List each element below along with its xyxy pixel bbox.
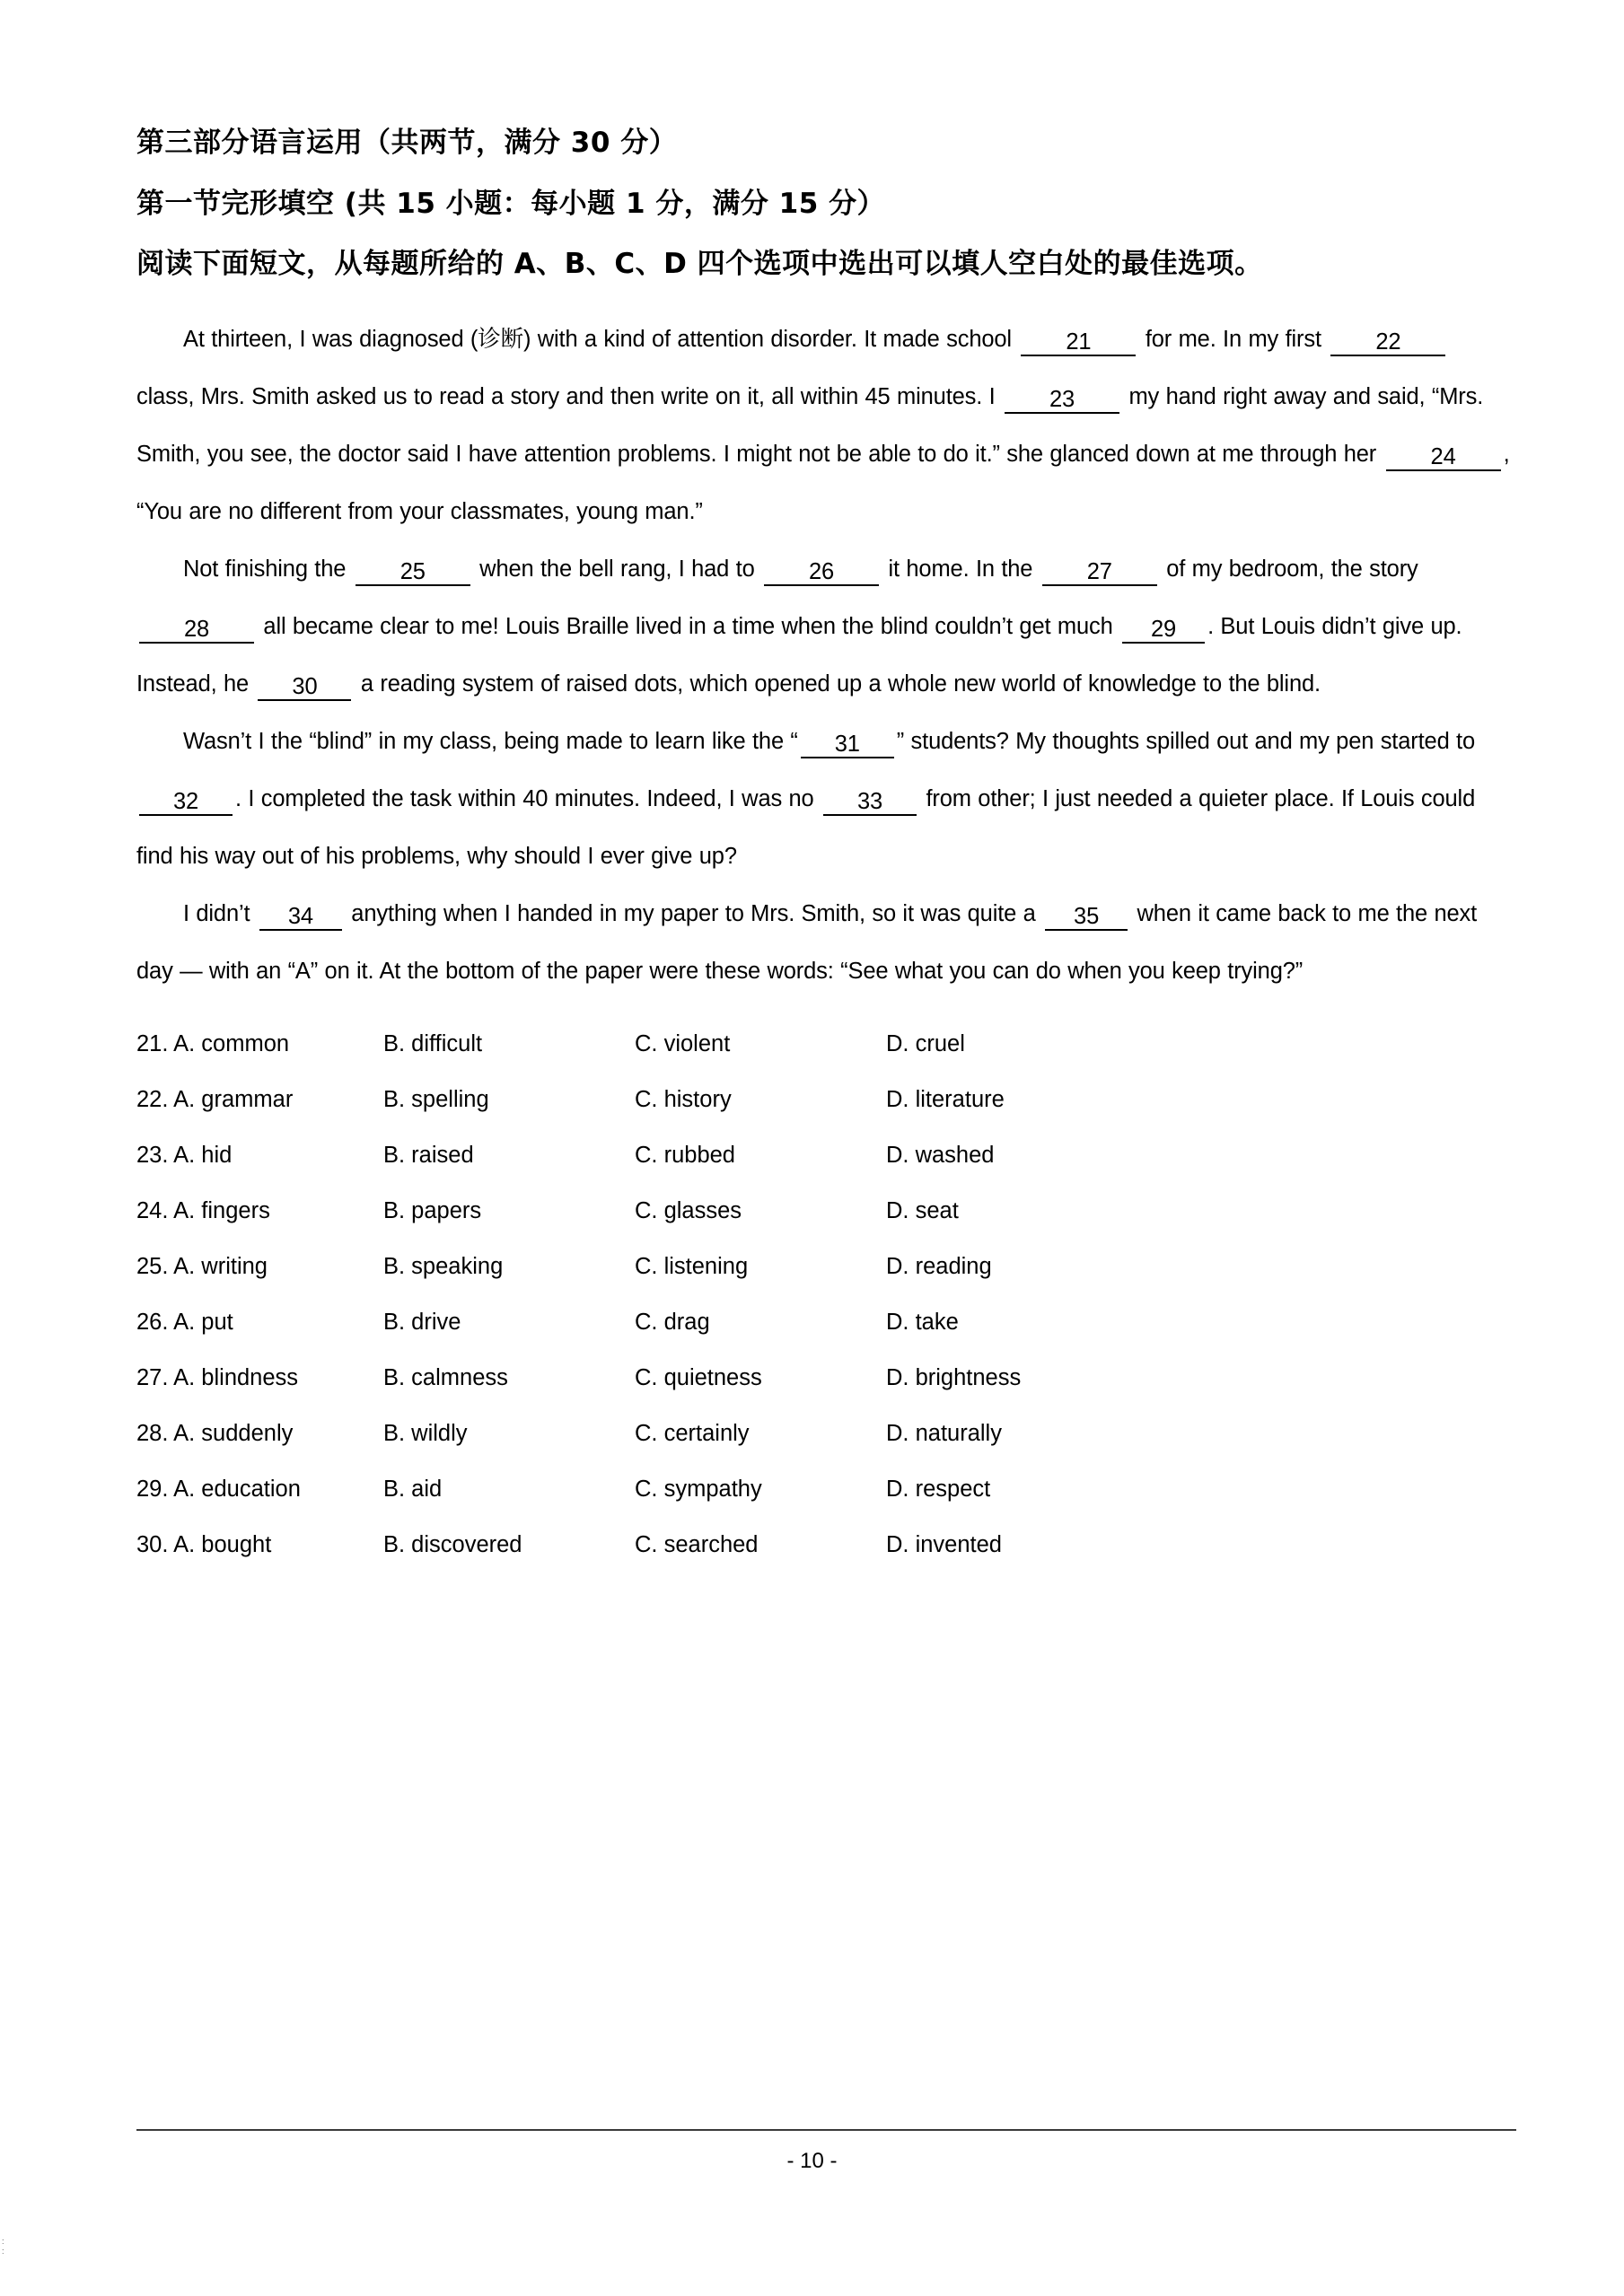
option-b[interactable]: B. speaking (383, 1253, 504, 1279)
answer-blank-35[interactable]: 35 (1045, 904, 1128, 931)
question-row (136, 1294, 1510, 1350)
passage-paragraph: At thirteen, I was diagnosed (诊断) with a kind of attention disorder. It made school 21 for me. In my first 22 class, Mrs. Smith asked us to read a story and then write on it, all within 45 minutes. I 23 my hand right away and said, “Mrs. Smith, you see, the doctor said I have attention problems. I might not be able to do it.” she glanced down at me through her 24 , “You are no different from your classmates, young man.” (136, 327, 1510, 524)
question-row (136, 1239, 1510, 1294)
question-options-list (136, 1016, 1510, 1573)
option-d[interactable]: D. seat (886, 1197, 959, 1223)
passage-paragraph: Not finishing the 25 when the bell rang, I had to 26 it home. In the 27 of my bedroom, the story 28 all became clear to me! Louis Braille lived in a time when the blind couldn’t get much 29 . But Louis didn’t give up. Instead, he 30 a reading system of raised dots, which opened up a whole new world of knowledge to the blind. (136, 556, 1462, 699)
option-c[interactable]: C. certainly (635, 1420, 750, 1446)
page-content (136, 0, 1510, 1573)
option-d[interactable]: D. invented (886, 1531, 1002, 1557)
option-d[interactable]: D. washed (886, 1142, 995, 1168)
answer-blank-31[interactable]: 31 (801, 732, 894, 758)
answer-blank-34[interactable]: 34 (259, 904, 342, 931)
edge-artifact: : : (2, 2237, 4, 2256)
option-a[interactable]: 27. A. blindness (136, 1364, 299, 1390)
option-c[interactable]: C. drag (635, 1309, 710, 1335)
option-a[interactable]: 26. A. put (136, 1309, 233, 1335)
option-b[interactable]: B. calmness (383, 1364, 508, 1390)
option-c[interactable]: C. sympathy (635, 1476, 762, 1502)
passage-paragraph: I didn’t 34 anything when I handed in my paper to Mrs. Smith, so it was quite a 35 when it came back to me the next day — with an “A” on it. At the bottom of the paper were these words: “See what you can do when you keep trying?” (136, 901, 1478, 984)
option-c[interactable]: C. rubbed (635, 1142, 735, 1168)
option-d[interactable]: D. take (886, 1309, 959, 1335)
option-c[interactable]: C. quietness (635, 1364, 762, 1390)
option-c[interactable]: C. searched (635, 1531, 759, 1557)
option-d[interactable]: D. literature (886, 1086, 1005, 1112)
option-d[interactable]: D. brightness (886, 1364, 1022, 1390)
option-a[interactable]: 24. A. fingers (136, 1197, 270, 1223)
option-a[interactable]: 25. A. writing (136, 1253, 268, 1279)
option-b[interactable]: B. aid (383, 1476, 443, 1502)
answer-blank-25[interactable]: 25 (356, 559, 470, 586)
answer-blank-23[interactable]: 23 (1005, 387, 1119, 414)
answer-blank-32[interactable]: 32 (139, 789, 233, 816)
option-b[interactable]: B. drive (383, 1309, 461, 1335)
option-b[interactable]: B. difficult (383, 1030, 483, 1056)
question-row (136, 1350, 1510, 1406)
footer-divider (136, 2129, 1516, 2131)
option-b[interactable]: B. papers (383, 1197, 482, 1223)
question-row (136, 1183, 1510, 1239)
question-row (136, 1461, 1510, 1517)
question-row (136, 1016, 1510, 1072)
option-a[interactable]: 28. A. suddenly (136, 1420, 294, 1446)
option-a[interactable]: 29. A. education (136, 1476, 301, 1502)
option-a[interactable]: 22. A. grammar (136, 1086, 294, 1112)
option-a[interactable]: 23. A. hid (136, 1142, 233, 1168)
option-a[interactable]: 21. A. common (136, 1030, 290, 1056)
option-c[interactable]: C. history (635, 1086, 732, 1112)
option-b[interactable]: B. spelling (383, 1086, 489, 1112)
option-b[interactable]: B. discovered (383, 1531, 522, 1557)
answer-blank-22[interactable]: 22 (1330, 329, 1445, 356)
question-row (136, 1072, 1510, 1127)
question-row (136, 1517, 1510, 1573)
option-c[interactable]: C. listening (635, 1253, 749, 1279)
option-d[interactable]: D. naturally (886, 1420, 1002, 1446)
answer-blank-29[interactable]: 29 (1122, 617, 1205, 644)
option-b[interactable]: B. wildly (383, 1420, 468, 1446)
page-number: - 10 - (786, 2149, 838, 2173)
question-row (136, 1127, 1510, 1183)
answer-blank-30[interactable]: 30 (258, 674, 351, 701)
subsection-heading: 第一节完形填空 (共 15 小题：每小题 1 分，满分 15 分） (136, 188, 886, 220)
answer-blank-21[interactable]: 21 (1021, 329, 1136, 356)
instructions-text: 阅读下面短文，从每题所给的 A、B、C、D 四个选项中选出可以填人空白处的最佳选项。 (136, 248, 1263, 280)
answer-blank-26[interactable]: 26 (764, 559, 879, 586)
option-d[interactable]: D. cruel (886, 1030, 965, 1056)
passage-body (136, 311, 1510, 1000)
section-heading: 第三部分语言运用（共两节，满分 30 分） (136, 127, 678, 159)
option-c[interactable]: C. glasses (635, 1197, 742, 1223)
option-a[interactable]: 30. A. bought (136, 1531, 272, 1557)
option-b[interactable]: B. raised (383, 1142, 474, 1168)
answer-blank-27[interactable]: 27 (1042, 559, 1157, 586)
question-row (136, 1406, 1510, 1461)
answer-blank-24[interactable]: 24 (1386, 444, 1501, 471)
answer-blank-28[interactable]: 28 (139, 617, 254, 644)
option-d[interactable]: D. respect (886, 1476, 991, 1502)
option-d[interactable]: D. reading (886, 1253, 992, 1279)
passage-paragraph: Wasn’t I the “blind” in my class, being made to learn like the “ 31 ” students? My thoughts spilled out and my pen started to 32 . I completed the task within 40 minutes. Indeed, I was no 33 from other; I just needed a quieter place. If Louis could find his way out of his problems, why should I ever give up? (136, 729, 1476, 869)
answer-blank-33[interactable]: 33 (823, 789, 917, 816)
option-c[interactable]: C. violent (635, 1030, 731, 1056)
